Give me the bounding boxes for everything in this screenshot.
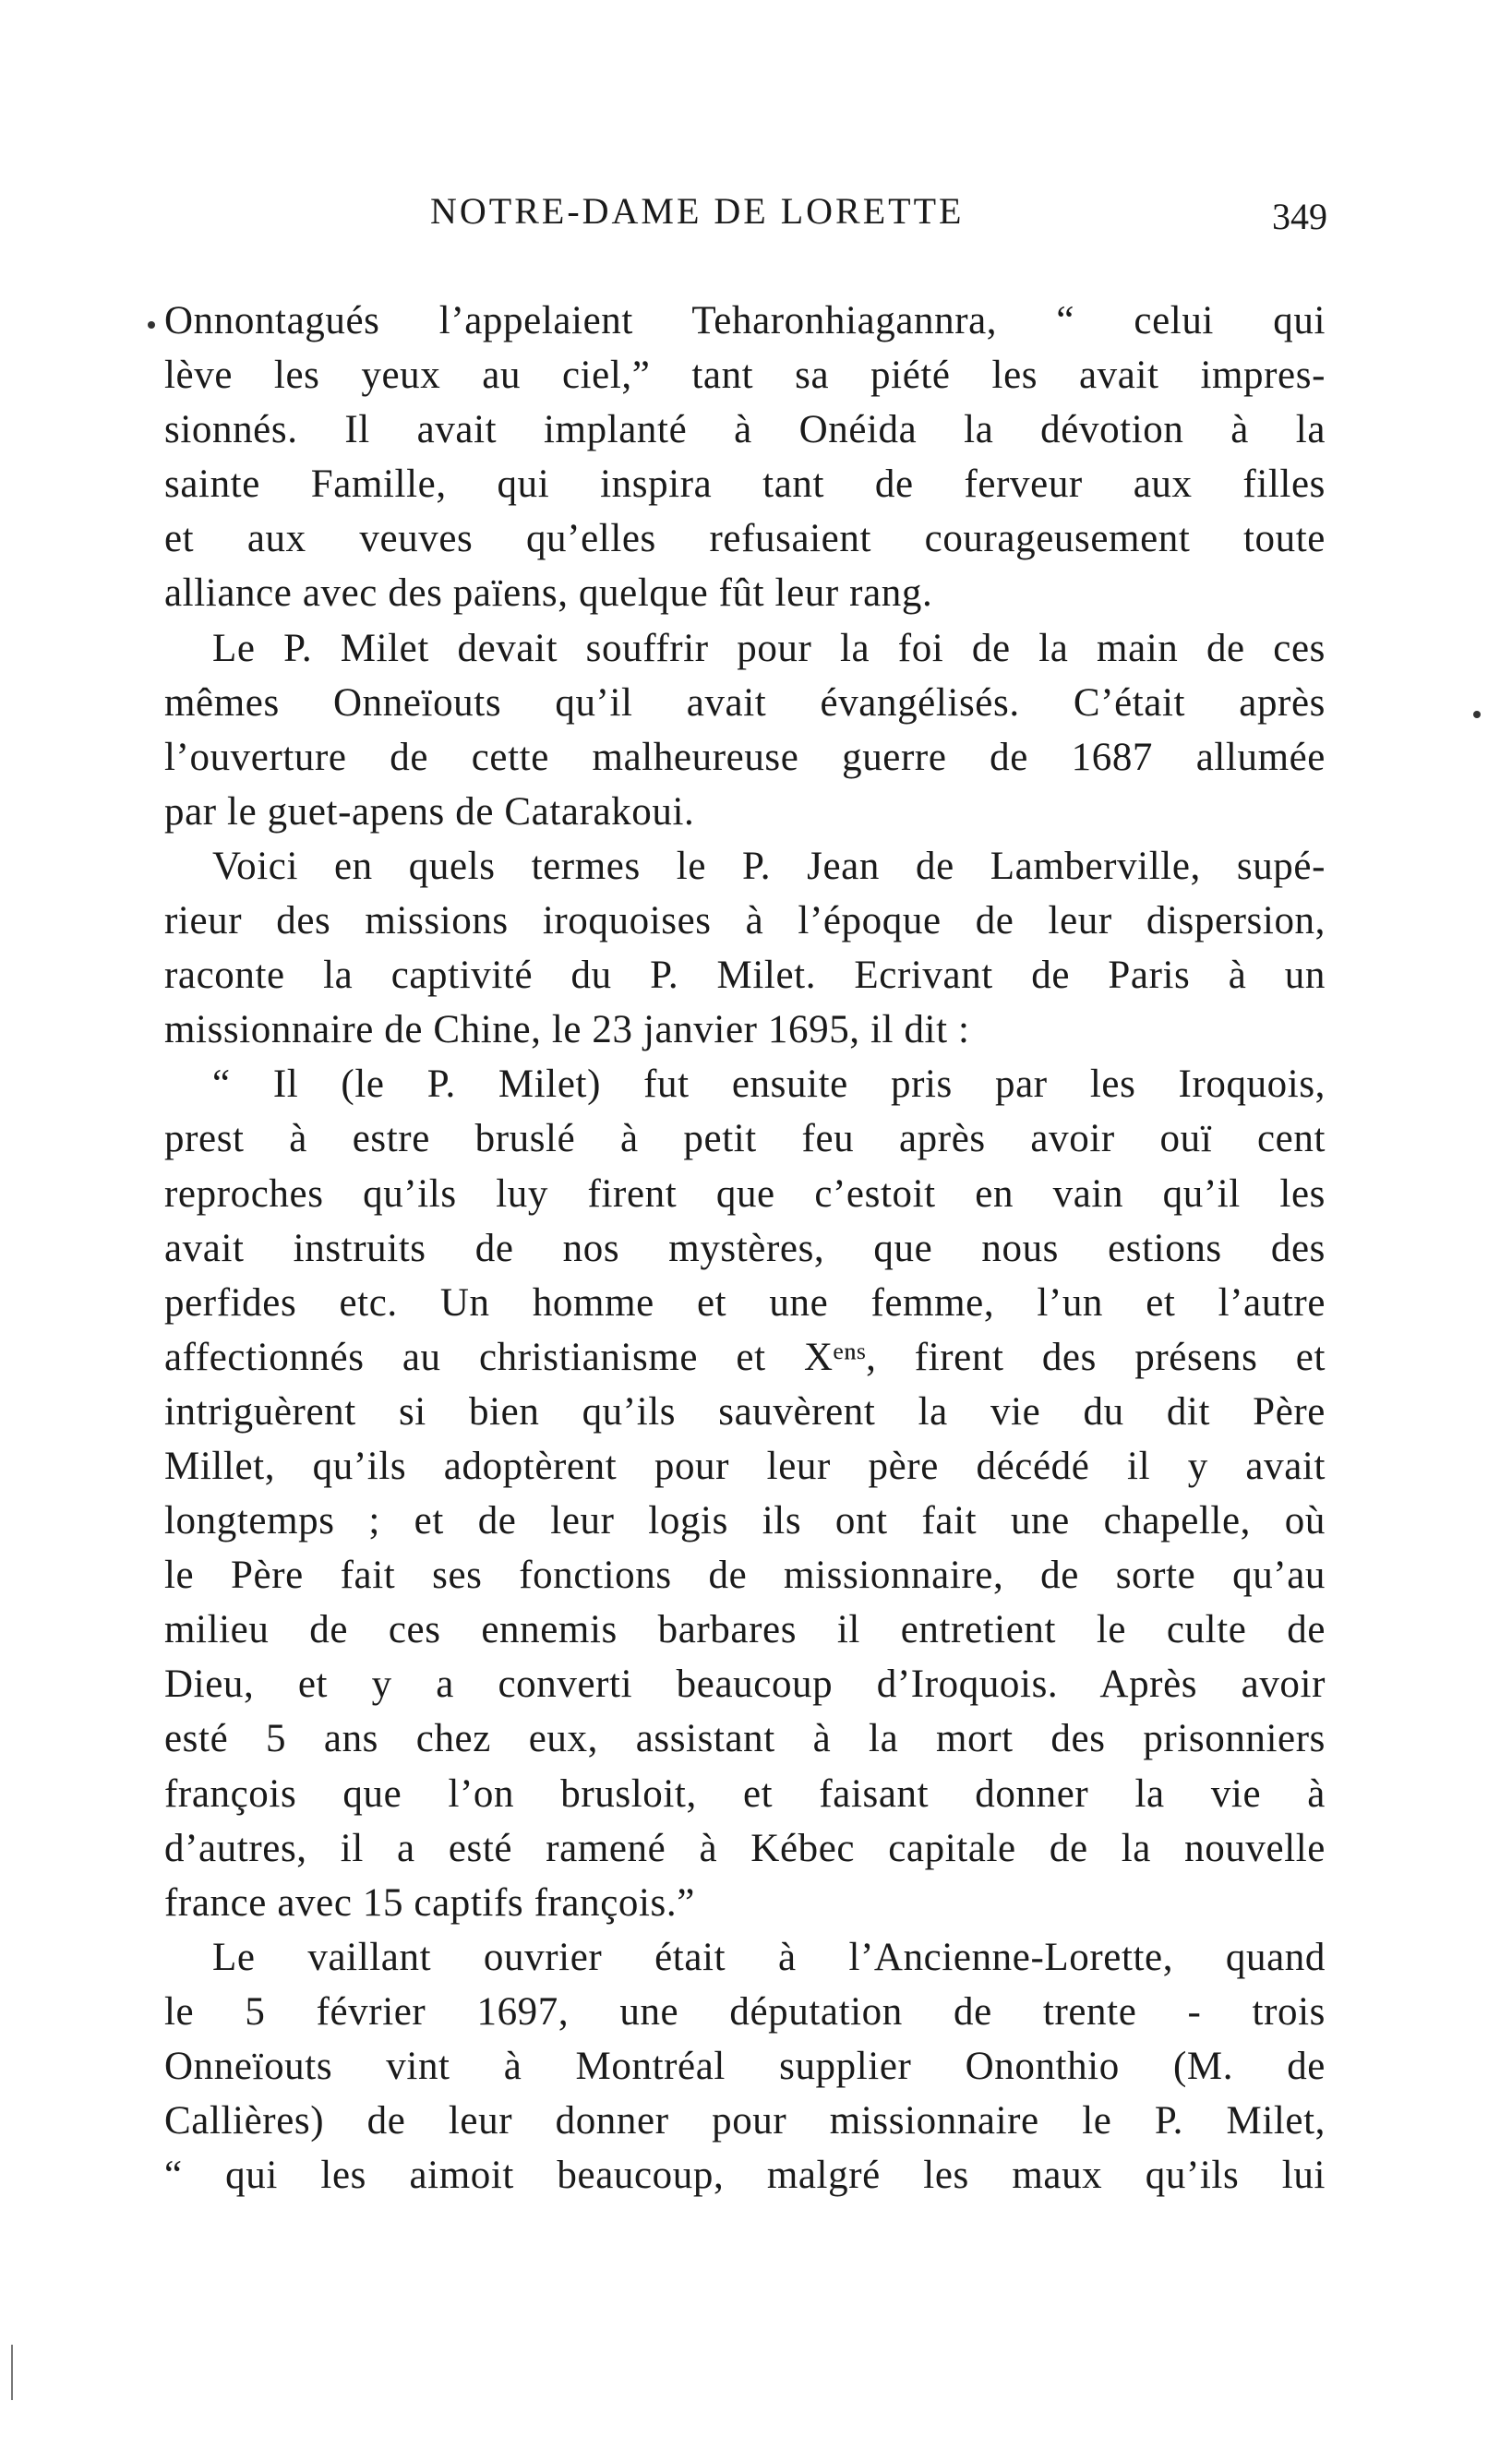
text-line: rieur des missions iroquoises à l’époque de leur dispersion, (164, 899, 1326, 943)
text-line: longtemps ; et de leur logis ils ont fait une chapelle, où (164, 1499, 1326, 1543)
text-line: l’ouverture de cette malheureuse guerre de 1687 allumée (164, 735, 1326, 779)
running-head (164, 189, 1327, 245)
text-line: “ qui les aimoit beaucoup, malgré les maux qu’ils lui (164, 2154, 1326, 2198)
text-line: Le P. Milet devait souffrir pour la foi de la main de ces (212, 626, 1326, 670)
body-text (164, 294, 1326, 2203)
text-line: Voici en quels termes le P. Jean de Lamberville, supé- (212, 844, 1326, 888)
text-line: mêmes Onneïouts qu’il avait évangélisés. C’était après (164, 680, 1326, 725)
running-title: NOTRE-DAME DE LORETTE (430, 190, 965, 232)
text-line: le 5 février 1697, une députation de trente - trois (164, 1989, 1326, 2034)
text-line: intriguèrent si bien qu’ils sauvèrent la vie du dit Père (164, 1389, 1326, 1434)
text-line: et aux veuves qu’elles refusaient courageusement toute (164, 517, 1326, 561)
text-line: Callières) de leur donner pour missionnaire le P. Milet, (164, 2099, 1326, 2143)
text-line: esté 5 ans chez eux, assistant à la mort des prisonniers (164, 1717, 1326, 1761)
text-line: france avec 15 captifs françois.” (164, 1880, 695, 1925)
text-line: reproches qu’ils luy firent que c’estoit en vain qu’il les (164, 1171, 1326, 1216)
text-line: alliance avec des païens, quelque fût leur rang. (164, 571, 933, 616)
text-line: lève les yeux au ciel,” tant sa piété les avait impres- (164, 354, 1326, 398)
text-line: le Père fait ses fonctions de missionnaire, de sorte qu’au (164, 1554, 1326, 1598)
text-line: Le vaillant ouvrier était à l’Ancienne-Lorette, quand (212, 1935, 1326, 1979)
text-line: “ Il (le P. Milet) fut ensuite pris par les Iroquois, (212, 1062, 1326, 1107)
margin-dot (148, 321, 155, 329)
text-line: Onnontagués l’appelaient Teharonhiagannra, “ celui qui (164, 299, 1326, 342)
text-line: affectionnés au christianisme et Xᵉⁿˢ, firent des présens et (164, 1335, 1326, 1379)
text-line: Dieu, et y a converti beaucoup d’Iroquois. Après avoir (164, 1663, 1326, 1707)
text-line: perfides etc. Un homme et une femme, l’un et l’autre (164, 1280, 1326, 1325)
text-line: sionnés. Il avait implanté à Onéida la dévotion à la (164, 408, 1326, 452)
text-line: Onneïouts vint à Montréal supplier Ononthio (M. de (164, 2045, 1326, 2088)
text-line: Millet, qu’ils adoptèrent pour leur père décédé il y avait (164, 1444, 1326, 1488)
margin-tick (11, 2345, 13, 2400)
text-line: missionnaire de Chine, le 23 janvier 1695, il dit : (164, 1008, 970, 1052)
text-line: raconte la captivité du P. Milet. Ecrivant de Paris à un (164, 954, 1326, 998)
margin-dot (1473, 711, 1481, 718)
text-line: par le guet-apens de Catarakoui. (164, 789, 695, 834)
page-number: 349 (1272, 196, 1327, 237)
text-line: françois que l’on brusloit, et faisant donner la vie à (164, 1771, 1326, 1816)
text-line: milieu de ces ennemis barbares il entretient le culte de (164, 1608, 1326, 1652)
text-line: avait instruits de nos mystères, que nous estions des (164, 1226, 1326, 1270)
text-line: d’autres, il a esté ramené à Kébec capitale de la nouvelle (164, 1826, 1326, 1870)
text-line: sainte Famille, qui inspira tant de ferveur aux filles (164, 462, 1326, 507)
text-line: prest à estre bruslé à petit feu après avoir ouï cent (164, 1117, 1326, 1161)
